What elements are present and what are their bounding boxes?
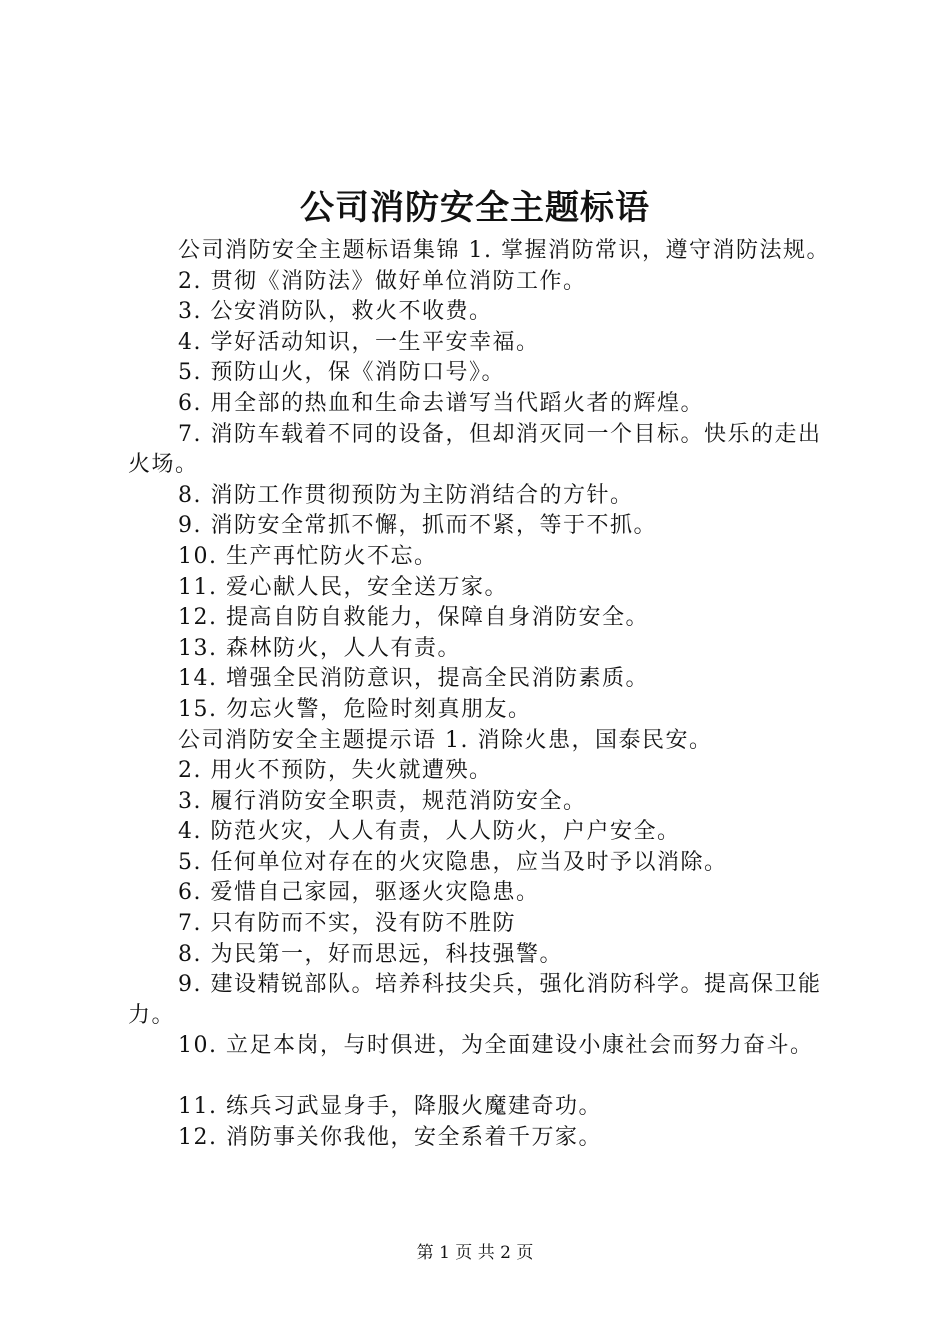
paragraph: 9. 建设精锐部队。培养科技尖兵，强化消防科学。提高保卫能力。 [128, 972, 822, 1028]
paragraph: 6. 用全部的热血和生命去谱写当代蹈火者的辉煌。 [178, 390, 704, 416]
paragraph: 9. 消防安全常抓不懈，抓而不紧，等于不抓。 [178, 513, 657, 539]
paragraph: 7. 只有防而不实，没有防不胜防 [178, 911, 516, 937]
paragraph: 11. 爱心献人民，安全送万家。 [178, 574, 508, 600]
paragraph: 12. 消防事关你我他，安全系着千万家。 [178, 1124, 602, 1150]
paragraph: 3. 公安消防队，救火不收费。 [178, 299, 493, 325]
paragraph: 6. 爱惜自己家园，驱逐火灾隐患。 [178, 880, 540, 906]
paragraph: 3. 履行消防安全职责，规范消防安全。 [178, 788, 587, 814]
paragraph: 10. 立足本岗，与时俱进，为全面建设小康社会而努力奋斗。 [178, 1033, 814, 1059]
paragraph: 公司消防安全主题标语集锦 1. 掌握消防常识，遵守消防法规。 [178, 238, 830, 263]
paragraph: 13. 森林防火，人人有责。 [178, 635, 461, 661]
paragraph: 12. 提高自防自救能力，保障自身消防安全。 [178, 605, 649, 631]
paragraph: 4. 学好活动知识，一生平安幸福。 [178, 329, 540, 355]
document-body [128, 236, 836, 1153]
paragraph: 8. 消防工作贯彻预防为主防消结合的方针。 [178, 482, 634, 508]
paragraph: 5. 任何单位对存在的火灾隐患，应当及时予以消除。 [178, 849, 728, 875]
page-number-footer: 第 1 页 共 2 页 [416, 1243, 534, 1263]
paragraph: 2. 用火不预防，失火就遭殃。 [178, 758, 493, 784]
paragraph: 5. 预防山火，保《消防口号》。 [178, 360, 505, 386]
paragraph: 11. 练兵习武显身手，降服火魔建奇功。 [178, 1094, 602, 1120]
paragraph: 4. 防范火灾，人人有责，人人防火，户户安全。 [178, 819, 681, 845]
paragraph: 公司消防安全主题提示语 1. 消除火患，国泰民安。 [178, 727, 713, 753]
paragraph: 10. 生产再忙防火不忘。 [178, 543, 438, 569]
document-title: 公司消防安全主题标语 [300, 188, 650, 228]
paragraph-spacer [128, 1062, 836, 1092]
paragraph: 8. 为民第一，好而思远，科技强警。 [178, 941, 563, 967]
paragraph: 14. 增强全民消防意识，提高全民消防素质。 [178, 666, 649, 692]
paragraph: 7. 消防车载着不同的设备，但却消灭同一个目标。快乐的走出火场。 [128, 421, 822, 478]
paragraph: 15. 勿忘火警，危险时刻真朋友。 [178, 696, 532, 722]
paragraph: 2. 贯彻《消防法》做好单位消防工作。 [178, 268, 587, 294]
